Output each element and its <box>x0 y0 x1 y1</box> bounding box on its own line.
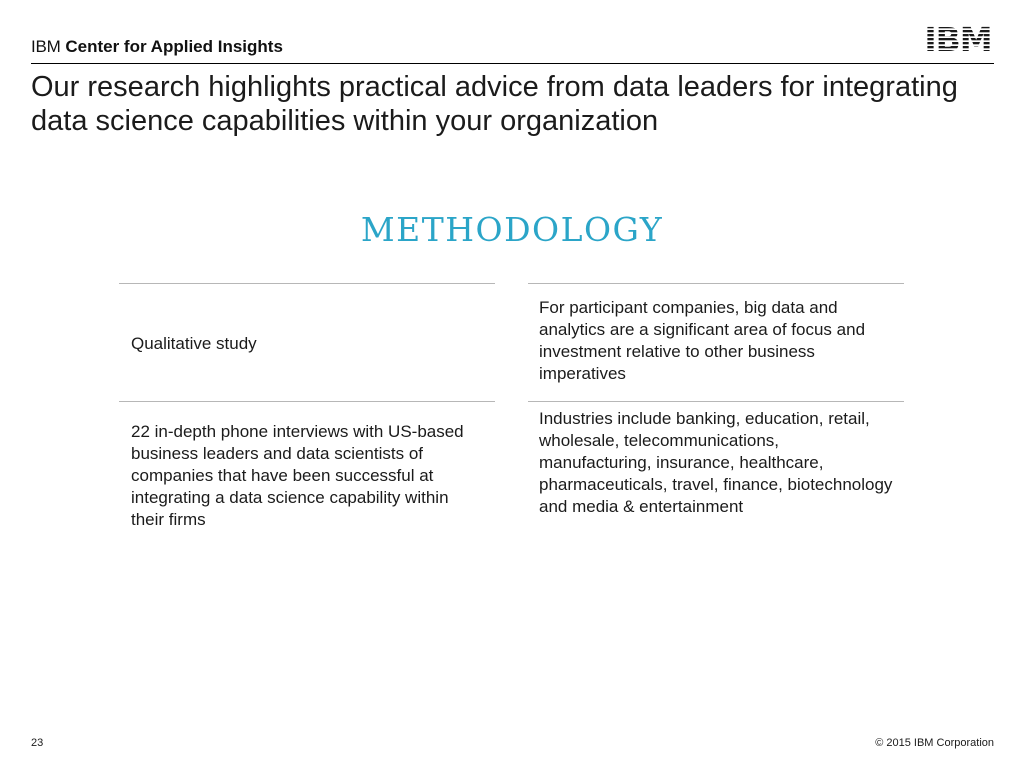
copyright-notice: © 2015 IBM Corporation <box>875 737 994 749</box>
brand-center-name: Center for Applied Insights <box>60 37 283 56</box>
brand-title <box>31 37 283 57</box>
slide-title: Our research highlights practical advice from data leaders for integrating data science capabilities within your organization <box>31 71 958 137</box>
right-cell-1: For participant companies, big data and analytics are a significant area of focus and investment relative to other business imperatives <box>539 298 866 383</box>
right-column-top-rule <box>528 283 904 284</box>
ibm-logo <box>922 22 994 54</box>
left-column-top-rule <box>119 283 495 284</box>
svg-text:IBM: IBM <box>924 22 992 54</box>
left-cell-2: 22 in-depth phone interviews with US-based business leaders and data scientists of companies that have been successful at integrating a data science capability within their firms <box>131 422 464 529</box>
right-cell-2: Industries include banking, education, retail, wholesale, telecommunications, manufacturing, insurance, healthcare, pharmaceuticals, travel, finance, biotechnology and media & entertainment <box>539 409 893 516</box>
left-column-middle-rule <box>119 401 495 402</box>
right-column-middle-rule <box>528 401 904 402</box>
header-divider <box>31 63 994 64</box>
page-number: 23 <box>31 737 44 749</box>
methodology-heading: METHODOLOGY <box>360 210 664 249</box>
brand-ibm: IBM <box>31 37 61 56</box>
left-cell-1: Qualitative study <box>131 334 257 353</box>
